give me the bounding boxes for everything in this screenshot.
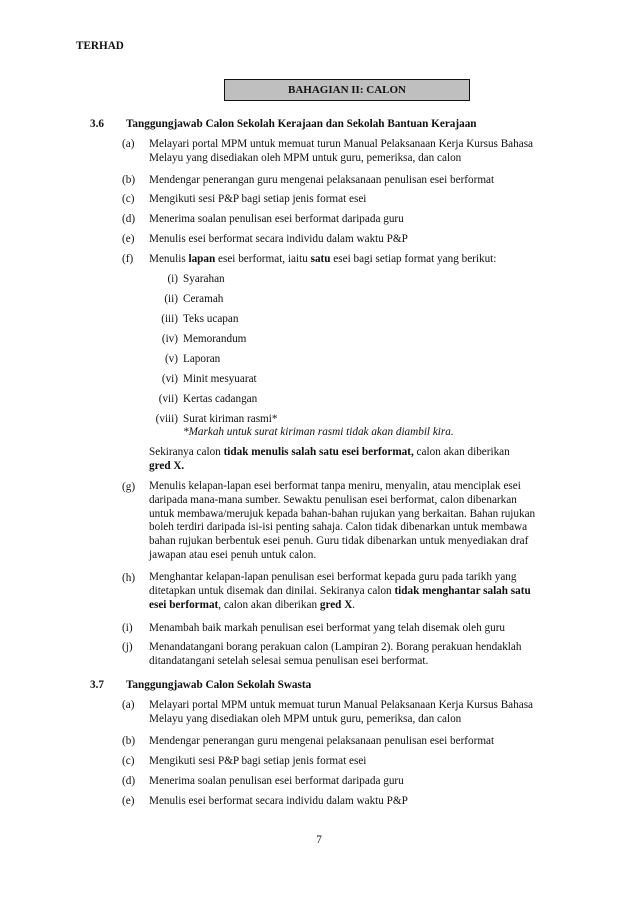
- item-3-7-d-label: (d): [122, 775, 136, 787]
- item-3-6-b-label: (b): [122, 174, 136, 186]
- subitem-num: (viii): [155, 413, 178, 425]
- item-3-6-e-text: Menulis esei berformat secara individu dalam waktu P&P: [149, 233, 408, 245]
- item-3-7-b-text: Mendengar penerangan guru mengenai pelaksanaan penulisan esei berformat: [149, 735, 495, 747]
- item-3-6-g-text: [149, 480, 571, 563]
- g-line: daripada mana-mana sumber. Sewaktu penulisan esei berformat, calon dibenarkan: [149, 493, 517, 506]
- section-3-6-number: 3.6: [90, 118, 104, 130]
- section-3-6-title: Tanggungjawab Calon Sekolah Kerajaan dan Sekolah Bantuan Kerajaan: [126, 118, 477, 130]
- subitem-text: Minit mesyuarat: [183, 373, 257, 385]
- item-3-7-a-line1: Melayari portal MPM untuk memuat turun Manual Pelaksanaan Kerja Kursus Bahasa: [149, 699, 534, 711]
- g-line: bahan rujukan berbentuk esei penuh. Guru tidak dibenarkan untuk menyediakan draf: [149, 535, 529, 548]
- subitem-num: (ii): [164, 293, 178, 305]
- g-line: Menulis kelapan-lapan esei berformat tanpa meniru, menyalin, atau menciplak esei: [149, 480, 521, 492]
- f-text-bold-satu: satu: [310, 253, 331, 265]
- section-banner: BAHAGIAN II: CALON: [224, 79, 470, 101]
- subitem-num: (iii): [161, 313, 178, 325]
- subitem-num: (vi): [161, 373, 178, 385]
- j-line1: Menandatangani borang perakuan calon (Lampiran 2). Borang perakuan hendaklah: [149, 641, 522, 653]
- subitem-num: (i): [167, 273, 178, 285]
- warning-bold: tidak menulis salah satu esei berformat,: [223, 446, 414, 458]
- item-3-6-f-label: (f): [122, 253, 134, 265]
- subitem-text: Teks ucapan: [183, 313, 239, 325]
- item-3-7-e-text: Menulis esei berformat secara individu dalam waktu P&P: [149, 795, 408, 807]
- item-3-6-f-text: [149, 252, 571, 266]
- h-line2-bold: tidak menghantar salah satu: [394, 584, 531, 597]
- item-3-7-a-text: [149, 698, 571, 726]
- item-3-6-d-label: (d): [122, 213, 136, 225]
- item-3-6-h-label: (h): [122, 572, 136, 584]
- h-line3-grade: gred X: [319, 598, 353, 611]
- item-3-7-b-label: (b): [122, 735, 136, 747]
- item-3-6-c-label: (c): [122, 193, 135, 205]
- f-text-mid: esei berformat, iaitu: [215, 253, 311, 265]
- item-3-6-a-line2: Melayu yang disediakan oleh MPM untuk guru, pemeriksa, dan calon: [149, 152, 462, 164]
- warning-grade: gred X.: [149, 460, 185, 472]
- official-letter-note: *Markah untuk surat kiriman rasmi tidak akan diambil kira.: [183, 426, 454, 438]
- subitem-text: Kertas cadangan: [183, 393, 258, 405]
- item-3-6-e-label: (e): [122, 233, 135, 245]
- g-line: jawapan atau esei penuh untuk calon.: [149, 548, 317, 561]
- f-text-bold-lapan: lapan: [188, 253, 216, 265]
- restricted-header: TERHAD: [76, 40, 124, 52]
- subitem-text: Ceramah: [183, 293, 224, 305]
- subitem-num: (vii): [158, 393, 178, 405]
- h-line1: Menghantar kelapan-lapan penulisan esei berformat kepada guru pada tarikh yang: [149, 571, 517, 583]
- subitem-text: Memorandum: [183, 333, 247, 345]
- h-line3-mid: , calon akan diberikan: [218, 598, 320, 611]
- subitem-text: Laporan: [183, 353, 221, 365]
- grade-x-warning: [149, 445, 571, 473]
- h-line3-end: .: [352, 598, 356, 611]
- g-line: untuk membawa/merujuk kepada bahan-bahan rujukan yang berkaitan. Bahan rujukan: [149, 507, 536, 520]
- item-3-6-b-text: Mendengar penerangan guru mengenai pelaksanaan penulisan esei berformat: [149, 174, 495, 186]
- subitem-num: (iv): [161, 333, 178, 345]
- item-3-6-j-label: (j): [122, 641, 133, 653]
- warning-post: calon akan diberikan: [413, 446, 510, 458]
- item-3-6-a-text: [149, 137, 571, 165]
- item-3-7-c-label: (c): [122, 755, 135, 767]
- h-line3-bold: esei berformat: [149, 598, 219, 611]
- h-line2-pre: ditetapkan untuk disemak dan dinilai. Sekiranya calon: [149, 584, 395, 597]
- item-3-6-g-label: (g): [122, 481, 136, 493]
- item-3-6-i-text: Menambah baik markah penulisan esei berformat yang telah disemak oleh guru: [149, 622, 506, 634]
- item-3-7-c-text: Mengikuti sesi P&P bagi setiap jenis format esei: [149, 755, 367, 767]
- subitem-text: Syarahan: [183, 273, 225, 285]
- item-3-6-a-label: (a): [122, 138, 135, 150]
- item-3-7-a-line2: Melayu yang disediakan oleh MPM untuk guru, pemeriksa, dan calon: [149, 713, 462, 725]
- subitem-num: (v): [164, 353, 178, 365]
- section-3-7-title: Tanggungjawab Calon Sekolah Swasta: [126, 679, 312, 691]
- j-line2: ditandatangani setelah selesai semua penulisan esei berformat.: [149, 655, 429, 667]
- item-3-6-c-text: Mengikuti sesi P&P bagi setiap jenis format esei: [149, 193, 367, 205]
- item-3-7-e-label: (e): [122, 795, 135, 807]
- item-3-7-d-text: Menerima soalan penulisan esei berformat daripada guru: [149, 775, 404, 787]
- item-3-6-d-text: Menerima soalan penulisan esei berformat daripada guru: [149, 213, 404, 225]
- item-3-6-i-label: (i): [122, 622, 133, 634]
- item-3-6-a-line1: Melayari portal MPM untuk memuat turun Manual Pelaksanaan Kerja Kursus Bahasa: [149, 138, 534, 150]
- g-line: boleh terdiri daripada isi-isi penting sahaja. Calon tidak dibenarkan untuk membawa: [149, 521, 528, 534]
- item-3-7-a-label: (a): [122, 699, 135, 711]
- f-text-post: esei bagi setiap format yang berikut:: [330, 253, 497, 265]
- section-3-7-number: 3.7: [90, 679, 104, 691]
- page-number: 7: [316, 834, 322, 846]
- subitem-text: Surat kiriman rasmi*: [183, 413, 278, 425]
- item-3-6-j-text: [149, 640, 571, 668]
- warning-pre: Sekiranya calon: [149, 446, 224, 458]
- f-text-pre: Menulis: [149, 253, 189, 265]
- item-3-6-h-text: [149, 571, 571, 612]
